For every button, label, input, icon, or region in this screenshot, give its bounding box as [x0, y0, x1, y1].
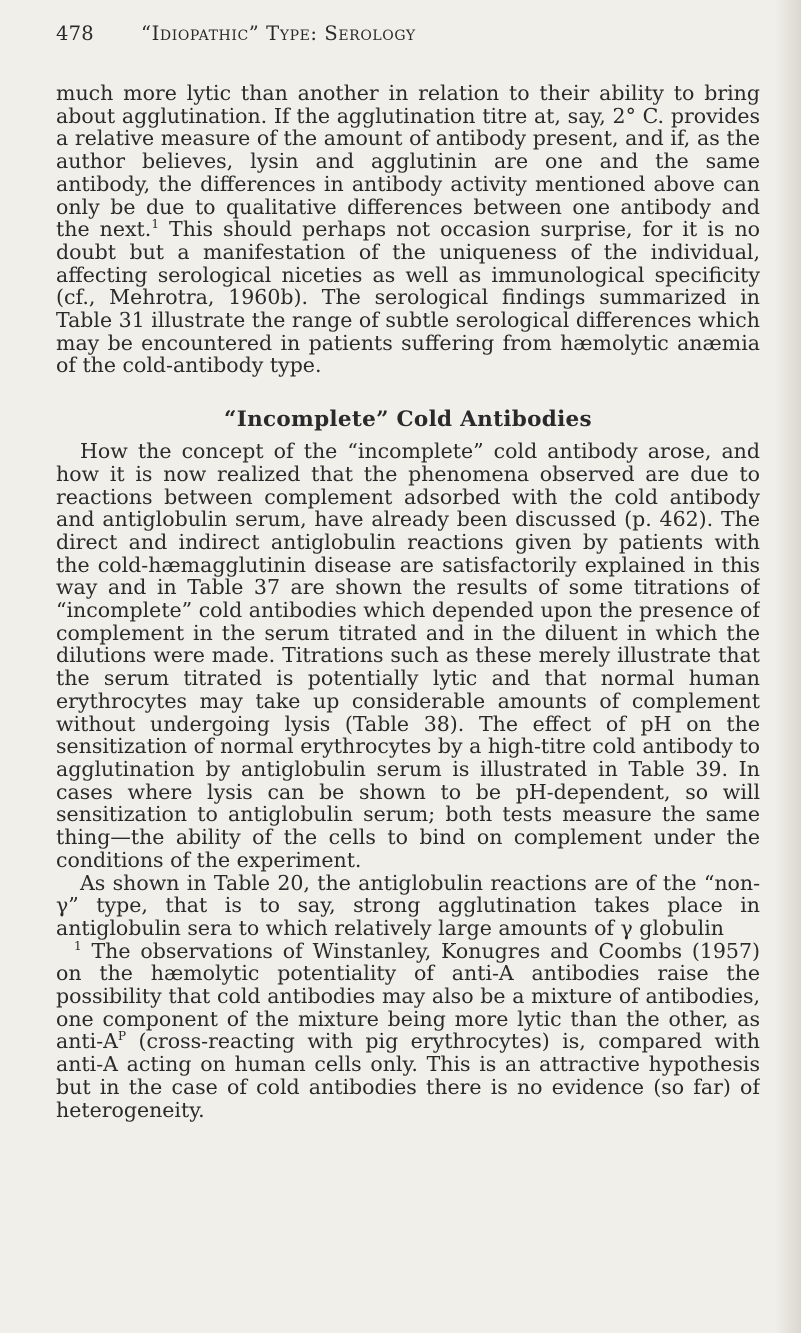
page-number: 478	[56, 22, 94, 45]
paragraph: As shown in Table 20, the antiglobulin reactions are of the “non-γ” type, that is to say, strong agglutination takes place in antiglobulin sera to which relatively large amounts of γ globulin	[56, 870, 760, 940]
footnote-reference: 1	[151, 217, 159, 232]
paragraph: How the concept of the “incomplete” cold antibody arose, and how it is now realized that the phenomena observed are due to reactions between complement adsorbed with the cold antibody and antiglobulin serum, have already been discussed (p. 462). The direct and indirect antiglobulin reactions given by patients with the cold-hæmagglutinin disease are satisfactorily explained in this way and in Table 37 are shown the results of some titrations of “incomplete” cold antibodies which depended upon the presence of complement in the serum titrated and in the diluent in which the dilutions were made. Titrations such as these merely illustrate that the serum titrated is potentially lytic and that normal human erythrocytes may take up considerable amounts of complement without undergoing lysis (Table 38). The effect of pH on the sensitization of normal erythrocytes by a high-titre cold antibody to agglutination by antiglobulin serum is illustrated in Table 39. In cases where lysis can be shown to be pH-dependent, so will sensitization to antiglobulin serum; both tests measure the same thing—the ability of the cells to bind on complement under the conditions of the experiment.	[56, 439, 760, 872]
paragraph-continued: much more lytic than another in relation to their ability to bring about agglutination. If the agglutination titre at, say, 2° C. provides a relative measure of the amount of antibody present, and if, as the author believes, lysin and agglutinin are one and the same antibody, the differences in antibody activity mentioned above can only be due to qualitative differences between one antibody and the next.$^1$ This should perhaps not occasion surprise, for it is no doubt but a manifestation of the uniqueness of the individual, affecting serological niceties as well as immunological specificity (cf., Mehrotra, 1960b). The serological findings summarized in Table 31 illustrate the range of subtle serological differences which may be encountered in patients suffering from hæmolytic anæmia of the cold-antibody type.	[56, 81, 760, 378]
footnote-marker: 1	[74, 938, 82, 953]
section-heading: “Incomplete” Cold Antibodies	[224, 407, 592, 433]
running-head-title: “Idiopathic” Type: Serology	[141, 22, 416, 45]
page-edge-shadow	[775, 0, 801, 1333]
body-text	[56, 82, 760, 1121]
running-head	[56, 22, 760, 56]
book-page	[56, 22, 760, 1312]
footnote-superscript: P	[117, 1029, 127, 1044]
footnote: $^1$ The observations of Winstanley, Konugres and Coombs (1957) on the hæmolytic potentiality of anti-A antibodies raise the possibility that cold antibodies may also be a mixture of antibodies, one component of the mixture being more lytic than the other, as anti-$A^P$ (cross-reacting with pig erythrocytes) is, compared with anti-A acting on human cells only. This is an attractive hypothesis but in the case of cold antibodies there is no evidence (so far) of heterogeneity.	[56, 938, 760, 1122]
